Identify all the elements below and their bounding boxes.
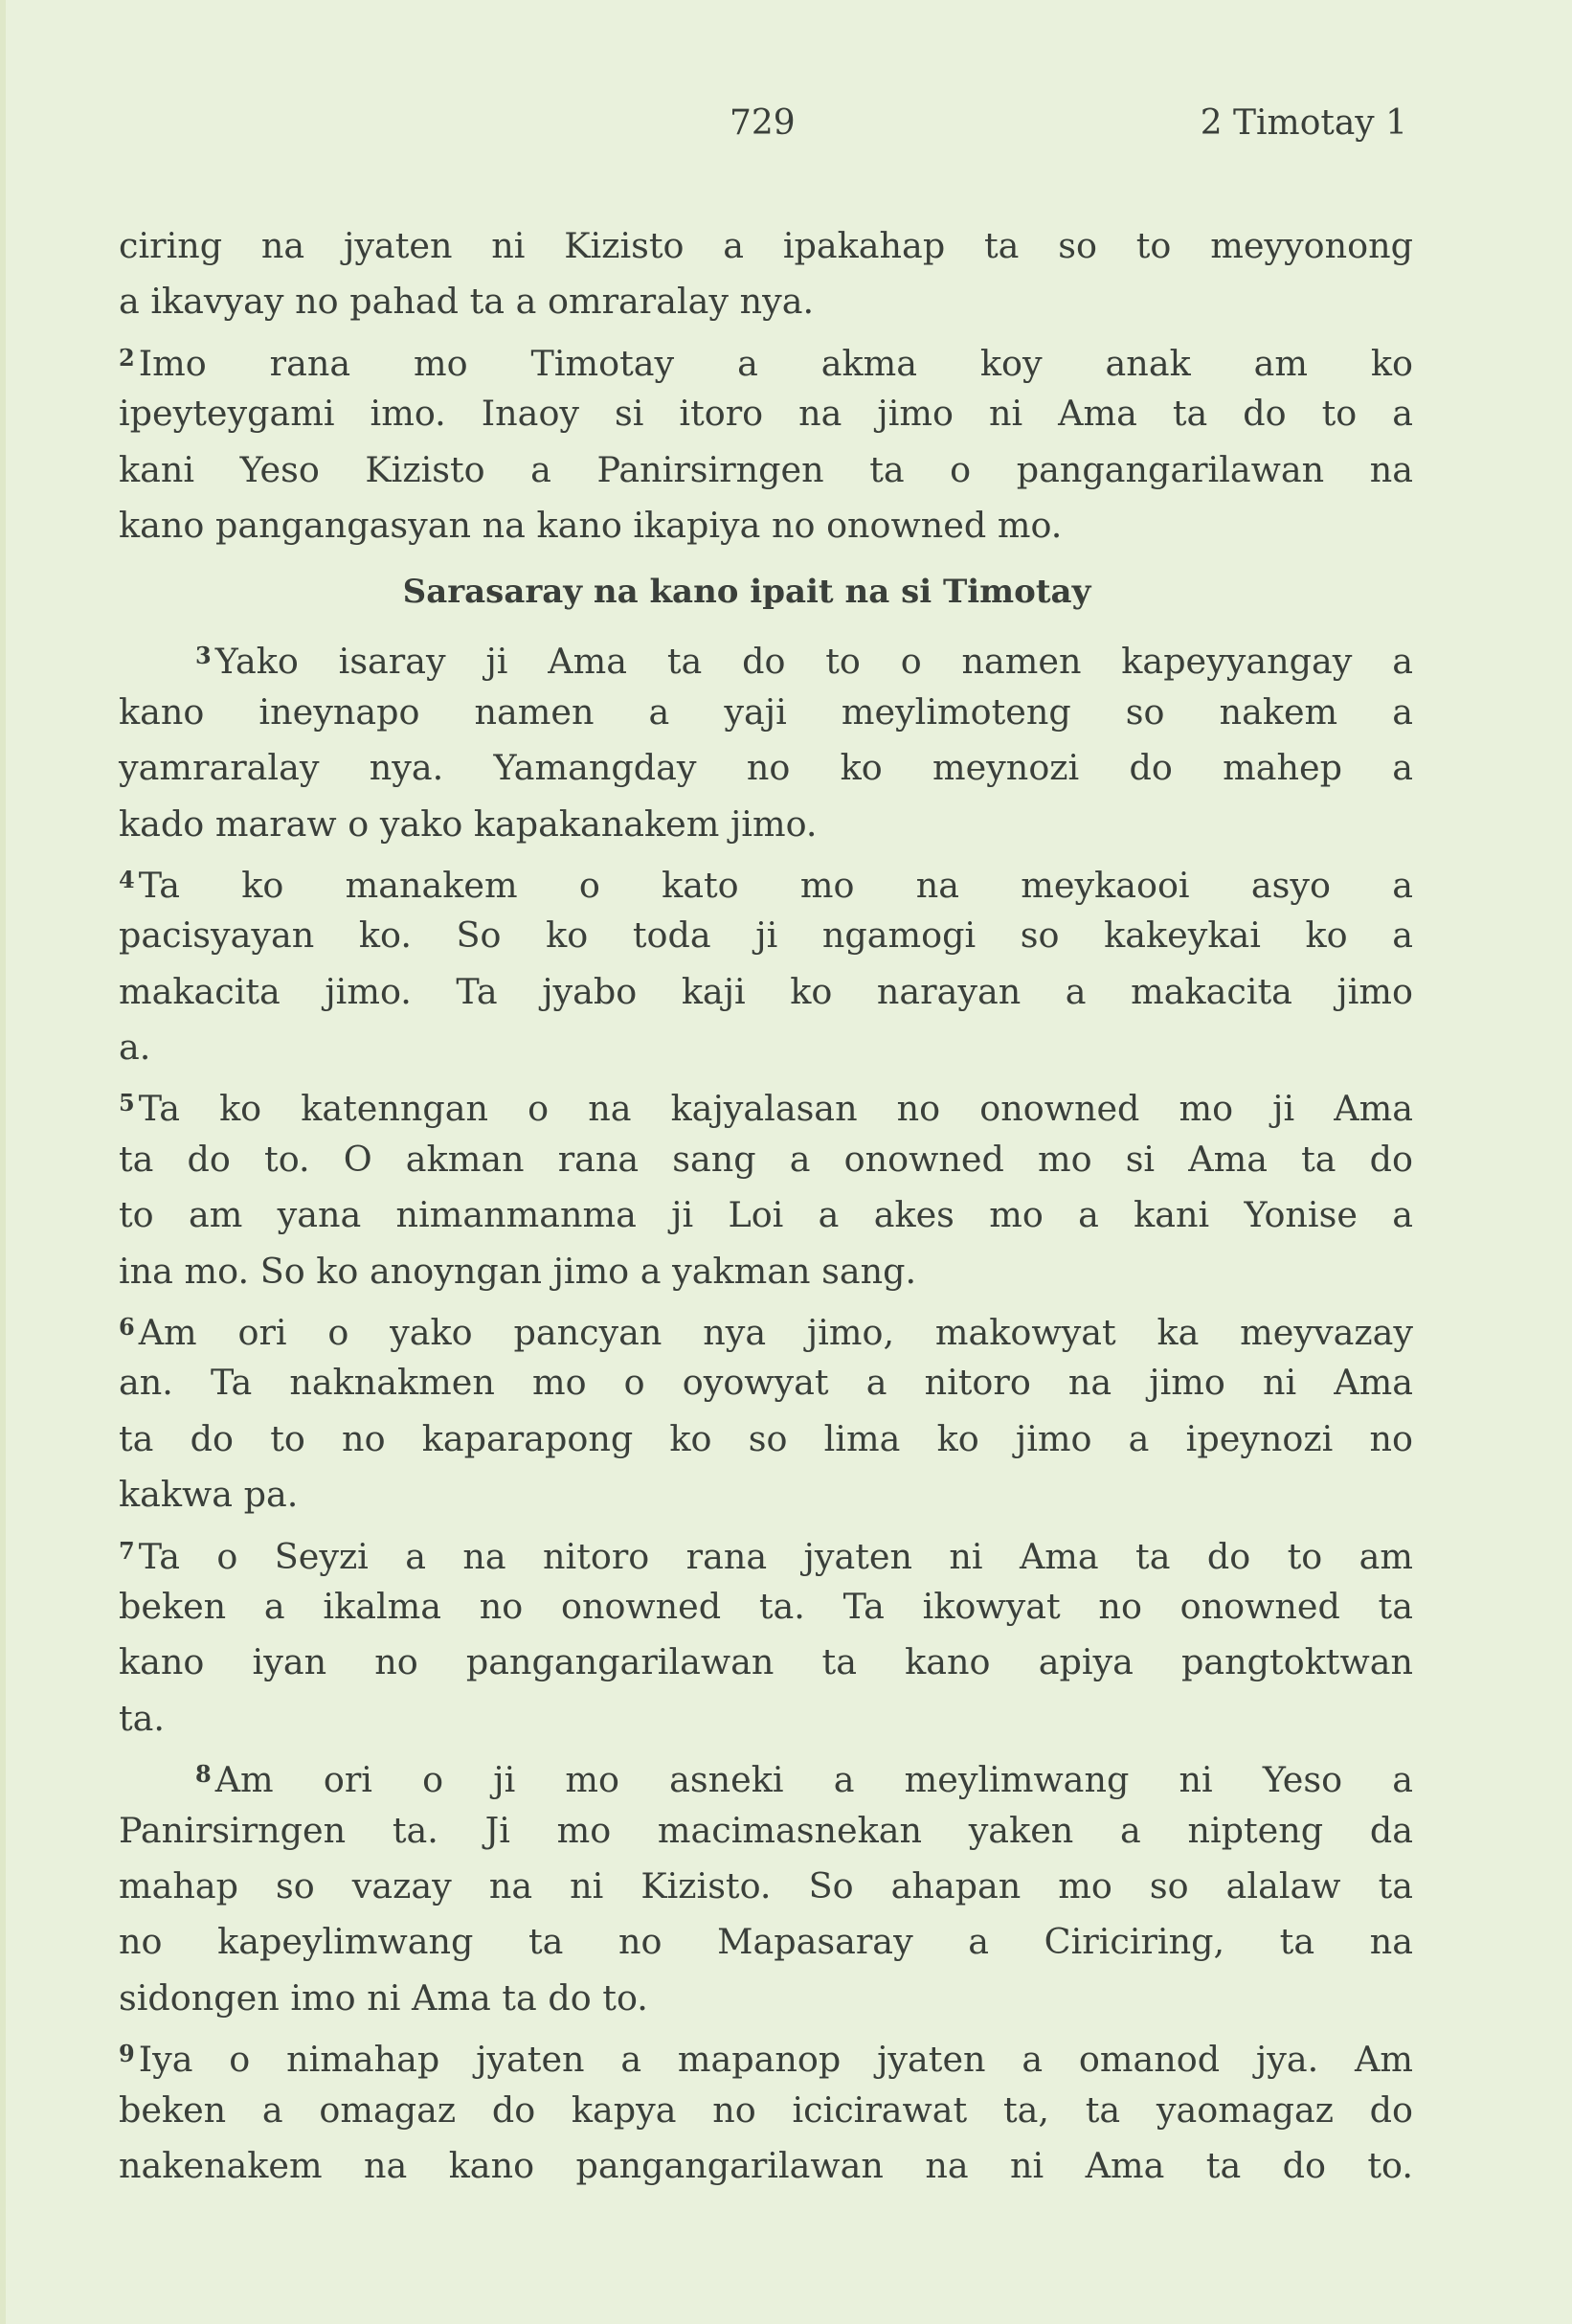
verse-text: Am ori o yako pancyan nya jimo, makowyat ka meyvazay [138, 1312, 1413, 1354]
verse-text: Imo rana mo Timotay a akma koy anak am ko [138, 342, 1413, 384]
text-line: beken a omagaz do kapya no icicirawat ta, ta yaomagaz do [119, 2088, 1413, 2131]
text-line: ta do to no kaparapong ko so lima ko jimo a ipeynozi no [119, 1417, 1413, 1459]
verse-number: 3 [195, 642, 212, 670]
page-number: 729 [730, 103, 796, 143]
text-line: a ikavyay no pahad ta a omraralay nya. [119, 281, 815, 323]
text-line: yamraralay nya. Yamangday no ko meynozi do mahep a [119, 747, 1413, 789]
verse-9 [119, 2026, 1413, 2082]
verse-number: 6 [119, 1313, 135, 1342]
verse-number: 7 [119, 1536, 135, 1565]
verse-4 [119, 852, 1413, 908]
verse-text: Iya o nimahap jyaten a mapanop jyaten a omanod jya. Am [138, 2039, 1413, 2081]
verse-2 [119, 330, 1413, 386]
text-line: ina mo. So ko anoyngan jimo a yakman sang. [119, 1250, 917, 1292]
text-line: ta. [119, 1697, 166, 1739]
text-line: kano pangangasyan na kano ikapiya no onowned mo. [119, 504, 1063, 546]
book-chapter-reference: 2 Timotay 1 [1200, 103, 1407, 143]
text-line: kano iyan no pangangarilawan ta kano apiya pangtoktwan [119, 1641, 1413, 1683]
verse-5 [119, 1075, 1413, 1131]
verse-number: 8 [195, 1760, 212, 1789]
scripture-text [119, 218, 1413, 2194]
page-edge [0, 0, 6, 2324]
text-line: to am yana nimanmanma ji Loi a akes mo a kani Yonise a [119, 1194, 1413, 1236]
verse-7 [119, 1523, 1413, 1579]
text-line: kado maraw o yako kapakanakem jimo. [119, 802, 818, 845]
text-line: Panirsirngen ta. Ji mo macimasnekan yaken a nipteng da [119, 1809, 1413, 1851]
text-line: nakenakem na kano pangangarilawan na ni Ama ta do to. [119, 2144, 1413, 2186]
section-heading: Sarasaray na kano ipait na si Timotay [402, 573, 1091, 612]
verse-number: 4 [119, 865, 135, 893]
text-line: kakwa pa. [119, 1474, 299, 1516]
text-line: ipeyteygami imo. Inaoy si itoro na jimo ni Ama ta do to a [119, 393, 1413, 435]
text-line: kano ineynapo namen a yaji meylimoteng so nakem a [119, 690, 1413, 733]
text-line: no kapeylimwang ta no Mapasaray a Ciriciring, ta na [119, 1921, 1413, 1963]
text-line: ta do to. O akman rana sang a onowned mo si Ama ta do [119, 1138, 1413, 1180]
running-head [0, 103, 1572, 151]
verse-number: 5 [119, 1089, 135, 1117]
verse-number: 9 [119, 2040, 135, 2068]
text-line: a. [119, 1027, 151, 1069]
verse-8 [119, 1747, 1413, 1802]
verse-text: Am ori o ji mo asneki a meylimwang ni Yeso a [214, 1759, 1413, 1801]
verse-text: Ta o Seyzi a na nitoro rana jyaten ni Ama ta do to am [138, 1535, 1413, 1577]
verse-number: 2 [119, 343, 135, 372]
verse-text: Yako isaray ji Ama ta do to o namen kapeyyangay a [214, 641, 1413, 683]
text-line: ciring na jyaten ni Kizisto a ipakahap ta so to meyyonong [119, 225, 1413, 266]
text-line: sidongen imo ni Ama ta do to. [119, 1976, 648, 2019]
verse-3 [119, 628, 1413, 684]
verse-text: Ta ko katenngan o na kajyalasan no onowned mo ji Ama [138, 1088, 1413, 1130]
text-line: pacisyayan ko. So ko toda ji ngamogi so kakeykai ko a [119, 914, 1413, 957]
text-line: an. Ta naknakmen mo o oyowyat a nitoro na jimo ni Ama [119, 1362, 1413, 1404]
text-line: makacita jimo. Ta jyabo kaji ko narayan a makacita jimo [119, 970, 1413, 1012]
verse-6 [119, 1299, 1413, 1355]
text-line: beken a ikalma no onowned ta. Ta ikowyat no onowned ta [119, 1585, 1413, 1627]
text-line: mahap so vazay na ni Kizisto. So ahapan mo so alalaw ta [119, 1864, 1413, 1907]
text-line: kani Yeso Kizisto a Panirsirngen ta o pangangarilawan na [119, 448, 1413, 490]
verse-text: Ta ko manakem o kato mo na meykaooi asyo a [138, 864, 1413, 906]
